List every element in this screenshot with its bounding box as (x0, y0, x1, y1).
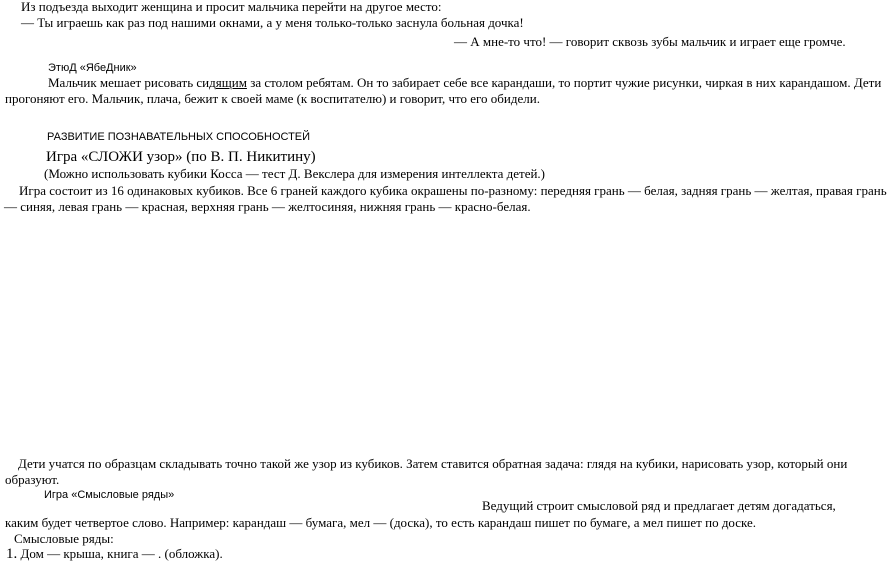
game-title: Игра «Смысловые ряды» (44, 489, 175, 501)
section-heading: РАЗВИТИЕ ПОЗНАВАТЕЛЬНЫХ СПОСОБНОСТЕЙ (47, 131, 311, 143)
paragraph-line: — А мне-то что! — говорит сквозь зубы мальчик и играет еще громче. (454, 34, 846, 49)
text-fragment: за столом ребятам. Он то забирает себе все карандаши, то портит чужие рисунки, чиркая в них карандашом. Дети (246, 75, 882, 90)
rows-label: Смысловые ряды: (14, 531, 114, 546)
paragraph-line: прогоняют его. Мальчик, плача, бежит к своей маме (к воспитателю) и говорит, что его обидели. (5, 91, 540, 106)
text-fragment: Мальчик мешает рисовать сид (48, 75, 216, 90)
game-title: Игра «СЛОЖИ узор» (по В. П. Никитину) (46, 149, 316, 165)
etude-title: ЭтюД «ЯбеДник» (48, 62, 137, 74)
paragraph-line: образуют. (5, 472, 60, 487)
paragraph-line: каким будет четвертое слово. Например: карандаш — бумага, мел — (доска), то есть карандаш пишет по бумаге, а мел пишет по доске. (5, 515, 757, 530)
paragraph-line: — Ты играешь как раз под нашими окнами, а у меня только-только заснула больная дочка! (21, 15, 524, 30)
paragraph-line: Ведущий строит смысловой ряд и предлагает детям догадаться, (482, 498, 836, 513)
game-note: (Можно использовать кубики Косса — тест Д. Векслера для измерения интеллекта детей.) (44, 166, 546, 181)
paragraph-line: Игра состоит из 16 одинаковых кубиков. Все 6 граней каждого кубика окрашены по-разному: передняя грань — белая, задняя грань — желтая, правая грань (19, 183, 887, 198)
list-number: 1. (6, 546, 18, 562)
underlined-text: ящим (215, 75, 247, 90)
list-item-text: Дом — крыша, книга — . (обложка). (20, 546, 223, 561)
paragraph-line (48, 75, 881, 90)
paragraph-line: Дети учатся по образцам складывать точно такой же узор из кубиков. Затем ставится обратная задача: глядя на кубики, нарисовать узор, который они (18, 456, 848, 471)
paragraph-line: — синяя, левая грань — красная, верхняя грань — желтосиняя, нижняя грань — красно-белая. (4, 199, 531, 214)
paragraph-line: Из подъезда выходит женщина и просит мальчика перейти на другое место: (21, 0, 442, 14)
list-item (6, 546, 223, 562)
